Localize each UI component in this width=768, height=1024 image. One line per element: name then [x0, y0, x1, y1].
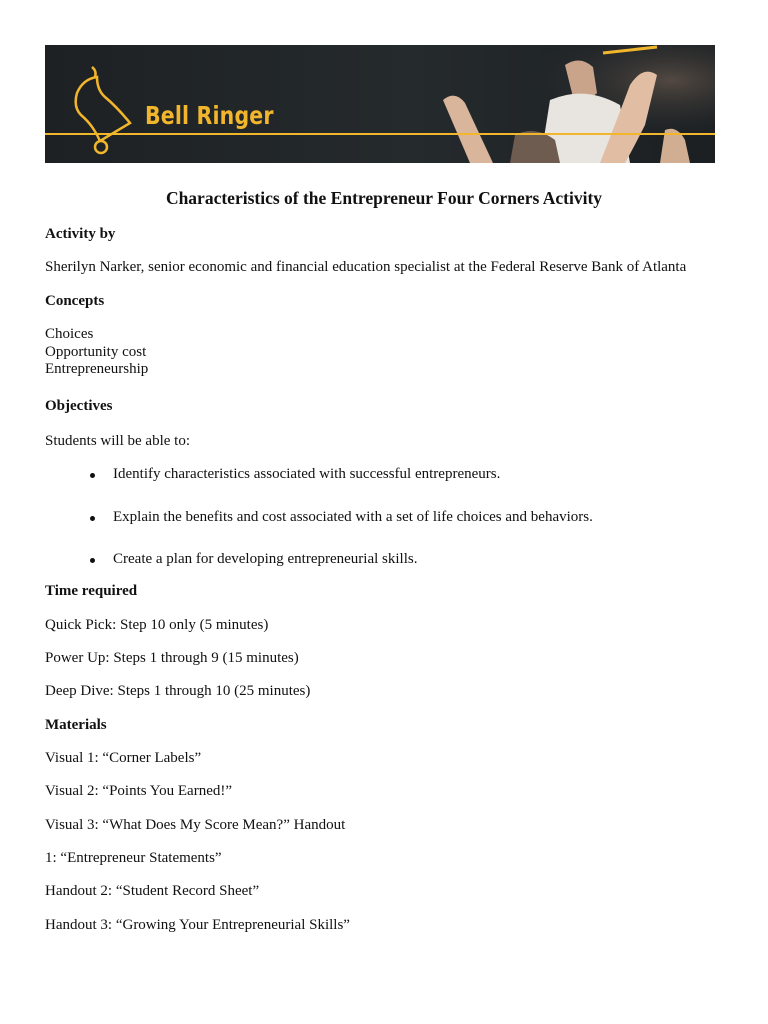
bell-ringer-banner	[45, 45, 715, 163]
bullet-icon	[90, 516, 95, 521]
objectives-list	[88, 466, 593, 594]
objective-item: Create a plan for developing entrepreneurial skills.	[88, 551, 593, 594]
material-item: Visual 2: “Points You Earned!”	[45, 783, 233, 799]
time-item: Quick Pick: Step 10 only (5 minutes)	[45, 617, 269, 633]
objective-item: Identify characteristics associated with successful entrepreneurs.	[88, 466, 593, 509]
concept-item: Opportunity cost	[45, 344, 147, 360]
materials-heading: Materials	[45, 717, 107, 733]
concepts-heading: Concepts	[45, 293, 105, 309]
material-item: Visual 3: “What Does My Score Mean?” Handout	[45, 817, 346, 833]
concept-item: Choices	[45, 326, 94, 342]
material-item: Handout 3: “Growing Your Entrepreneurial Skills”	[45, 917, 350, 933]
material-item: Visual 1: “Corner Labels”	[45, 750, 202, 766]
time-item: Power Up: Steps 1 through 9 (15 minutes)	[45, 650, 299, 666]
document-title: Characteristics of the Entrepreneur Four Corners Activity	[165, 188, 603, 208]
material-item: Handout 2: “Student Record Sheet”	[45, 883, 260, 899]
time-item: Deep Dive: Steps 1 through 10 (25 minutes)	[45, 683, 311, 699]
bullet-icon	[90, 558, 95, 563]
objectives-heading: Objectives	[45, 398, 113, 414]
objectives-intro: Students will be able to:	[45, 433, 190, 449]
activity-by-text: Sherilyn Narker, senior economic and financial education specialist at the Federal Reserve Bank of Atlanta	[45, 259, 687, 275]
bullet-icon	[90, 473, 95, 478]
activity-by-heading: Activity by	[45, 226, 116, 242]
material-item: 1: “Entrepreneur Statements”	[45, 850, 222, 866]
banner-title: Bell Ringer	[145, 101, 274, 130]
time-required-heading: Time required	[45, 583, 138, 599]
concept-item: Entrepreneurship	[45, 361, 149, 377]
objective-item: Explain the benefits and cost associated with a set of life choices and behaviors.	[88, 509, 593, 552]
